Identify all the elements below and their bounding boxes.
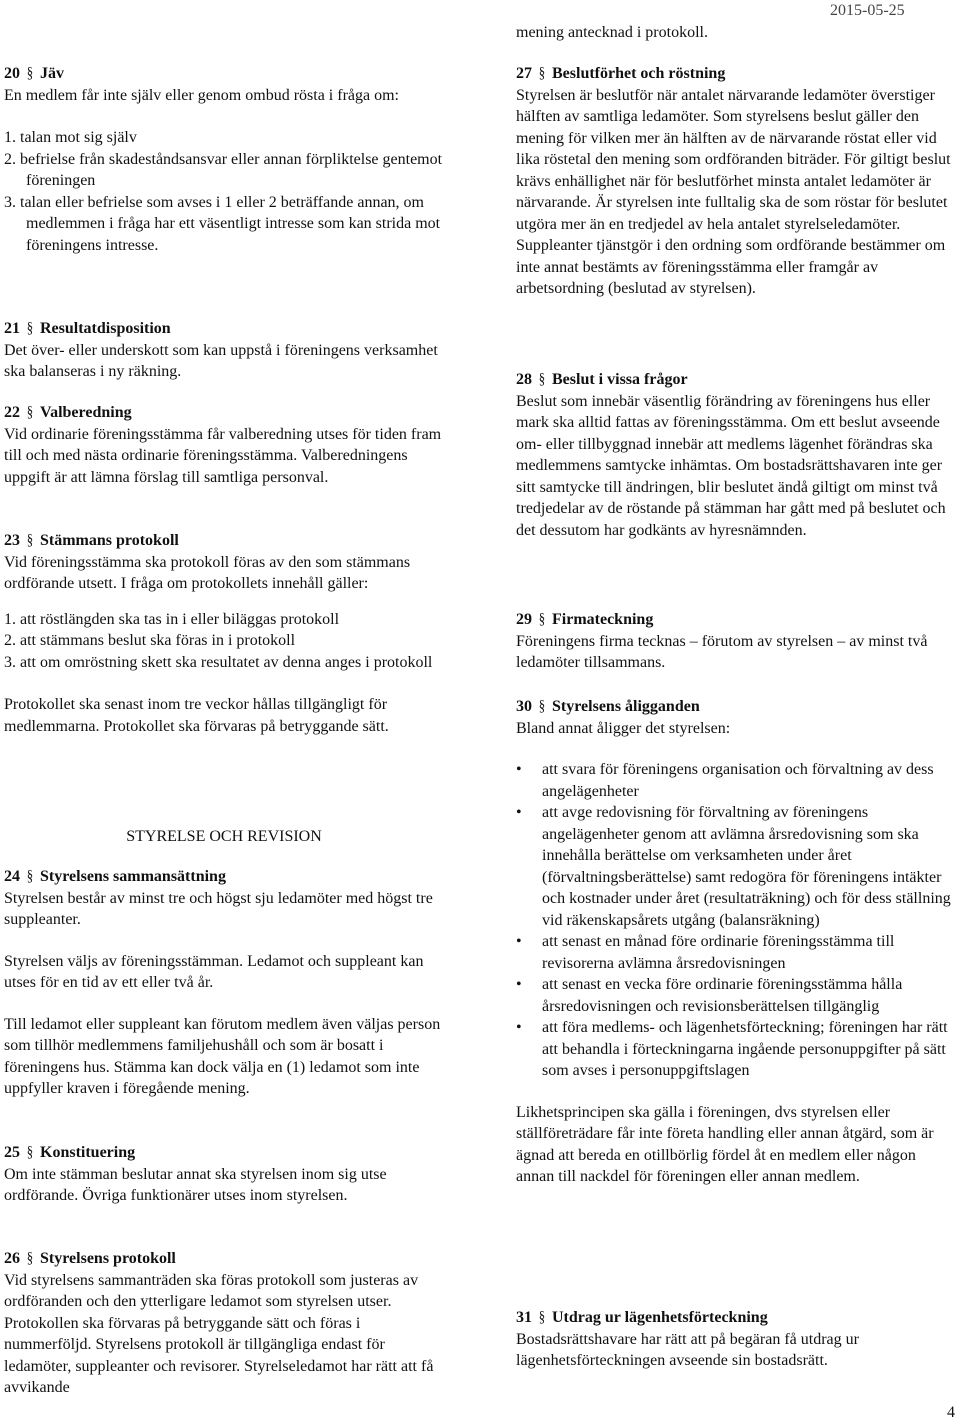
section-text: Föreningens firma tecknas – förutom av styrelsen – av minst två ledamöter tillsammans. (516, 632, 928, 671)
list-item: 3. att om omröstning skett ska resultatet av denna anges i protokoll (4, 653, 433, 671)
section-26 (4, 1248, 444, 1399)
section-paragraph: Styrelsen består av minst tre och högst sju ledamöter med högst tre suppleanter. (4, 889, 433, 928)
section-20 (4, 63, 444, 256)
section-heading: 28 § Beslut i vissa frågor (516, 371, 688, 388)
section-29 (516, 609, 956, 674)
section-30 (516, 696, 956, 1188)
list-item: 2. att stämmans beslut ska föras in i protokoll (4, 632, 296, 649)
bullet-item: • att senast en månad före ordinarie föreningsstämma till revisorerna avlämna årsredovisningen (516, 931, 956, 974)
section-paragraph: Styrelsen väljs av föreningsstämman. Ledamot och suppleant kan utses för en tid av ett eller två år. (4, 952, 424, 991)
section-intro: Bland annat åligger det styrelsen: (516, 719, 731, 737)
section-25 (4, 1142, 444, 1207)
section-heading: 23 § Stämmans protokoll (4, 532, 179, 549)
section-text: Om inte stämman beslutar annat ska styrelsen inom sig utse ordförande. Övriga funktionärer utses inom styrelsen. (4, 1165, 387, 1204)
list-item: 2. befrielse från skadeståndsansvar eller annan förpliktelse gentemot föreningen (4, 150, 443, 189)
section-paragraph: Till ledamot eller suppleant kan förutom medlem även väljas person som tillhör medlemmens familjehushåll och som är bosatt i föreningens hus. Stämma kan dock välja en (1) ledamot som inte uppfyller kraven i föregående mening. (4, 1015, 441, 1097)
section-text: Vid ordinarie föreningsstämma får valberedning utses för tiden fram till och med nästa ordinarie föreningsstämma. Valberedningens uppgift är att lämna förslag till samtliga personval. (4, 425, 442, 486)
section-heading: 24 § Styrelsens sammansättning (4, 868, 226, 885)
list-item: 1. talan mot sig själv (4, 129, 137, 146)
section-text: Protokollet ska senast inom tre veckor hållas tillgängligt för medlemmarna. Protokollet ska förvaras på betryggande sätt. (4, 696, 389, 735)
section-intro: Vid föreningsstämma ska protokoll föras av den som stämmans ordförande utsett. I fråga om protokollets innehåll gäller: (4, 553, 411, 592)
section-23 (4, 530, 444, 737)
section-heading: 21 § Resultatdisposition (4, 320, 171, 337)
section-text: Det över- eller underskott som kan uppstå i föreningens verksamhet ska balanseras i ny räkning. (4, 341, 438, 380)
section-text: Likhetsprincipen ska gälla i föreningen, dvs styrelsen eller ställföreträdare får inte företa handling eller annan åtgärd, som är ägnad att bereda en otillbörlig fördel åt en medlem eller någon annan till nackdel för föreningen eller annan medlem. (516, 1103, 934, 1185)
section-heading: 31 § Utdrag ur lägenhetsförteckning (516, 1309, 768, 1326)
document-date: 2015-05-25 (830, 2, 905, 19)
bullet-item: • att föra medlems- och lägenhetsförteckning; föreningen har rätt att behandla i förteckningarna ingående personuppgifter på sätt som avses i personuppgiftslagen (516, 1017, 956, 1082)
page-number: 4 (947, 1404, 955, 1421)
bullet-item: • att svara för föreningens organisation och förvaltning av dess angelägenheter (516, 759, 956, 802)
bullet-item: • att senast en vecka före ordinarie föreningsstämma hålla årsredovisningen och revisionsberättelsen tillgänglig (516, 974, 956, 1017)
section-heading: 29 § Firmateckning (516, 611, 654, 628)
continued-text: mening antecknad i protokoll. (516, 24, 708, 41)
bullet-item: • att avge redovisning för förvaltning av föreningens angelägenheter genom att avlämna årsredovisning som ska innehålla berättelse om verksamheten under året (förvaltningsberättelse) samt redogöra för föreningens intäkter och kostnader under året (resultaträkning) och för dess ställning vid räkenskapsårets utgång (balansräkning) (516, 802, 956, 931)
section-intro: En medlem får inte själv eller genom ombud rösta i fråga om: (4, 86, 399, 104)
numbered-list (4, 127, 444, 256)
section-31 (516, 1307, 956, 1372)
section-text: Styrelsen är beslutför när antalet närvarande ledamöter överstiger hälften av samtliga ledamöter. Som styrelsens beslut gäller den mening för vilken mer än hälften av de närvarande röstat eller vid lika röstetal den mening som ordföranden biträder. För giltigt beslut krävs enhällighet när för beslutförhet minsta antalet ledamöter är närvarande. Är styrelsen inte fulltalig ska de som röstar för beslutet utgöra mer än en tredjedel av hela antalet styrelseledamöter. Suppleanter tjänstgör i den ordning som ordförande bestämmer om inte annat bestämts av föreningsstämma eller framgår av arbetsordning (beslutad av styrelsen). (516, 86, 951, 297)
section-28 (516, 369, 956, 541)
list-item: 1. att röstlängden ska tas in i eller biläggas protokoll (4, 610, 340, 628)
section-text: Vid styrelsens sammanträden ska föras protokoll som justeras av ordföranden och den ytterligare ledamot som styrelsen utser. Protokollen ska förvaras på betryggande sätt och föras i nummerföljd. Styrelsens protokoll är tillgängliga endast för ledamöter, suppleanter och revisorer. Styrelseledamot har rätt att få avvikande (4, 1271, 434, 1396)
section-heading: 30 § Styrelsens åligganden (516, 698, 700, 715)
section-24 (4, 866, 444, 1100)
section-21 (4, 318, 444, 383)
section-text: Bostadsrättshavare har rätt att på begäran få utdrag ur lägenhetsförteckningen avseende sin bostadsrätt. (516, 1330, 859, 1369)
section-heading: 26 § Styrelsens protokoll (4, 1250, 176, 1267)
section-22 (4, 402, 444, 488)
bullet-list (516, 759, 956, 1082)
section-27 (516, 63, 956, 300)
section-heading: 25 § Konstituering (4, 1144, 136, 1161)
chapter-heading: STYRELSE OCH REVISION (126, 828, 322, 845)
section-heading: 27 § Beslutförhet och röstning (516, 65, 726, 82)
list-item: 3. talan eller befrielse som avses i 1 eller 2 beträffande annan, om medlemmen i fråga har ett väsentligt intresse som kan strida mot föreningens intresse. (4, 193, 441, 254)
section-heading: 22 § Valberedning (4, 404, 132, 421)
section-heading: 20 § Jäv (4, 65, 64, 82)
section-text: Beslut som innebär väsentlig förändring av föreningens hus eller mark ska alltid fattas av föreningsstämma. Om ett beslut avseende om- eller tillbyggnad innebär att medlems lägenhet förändras ska medlemmens samtycke inhämtas. Om bostadsrättshavaren inte ger sitt samtycke till ändringen, blir beslutet ändå giltigt om minst två tredjedelar av de röstande på stämman har gått med på beslutet och det dessutom har godkänts av hyresnämnden. (516, 392, 946, 539)
numbered-list (4, 609, 444, 674)
